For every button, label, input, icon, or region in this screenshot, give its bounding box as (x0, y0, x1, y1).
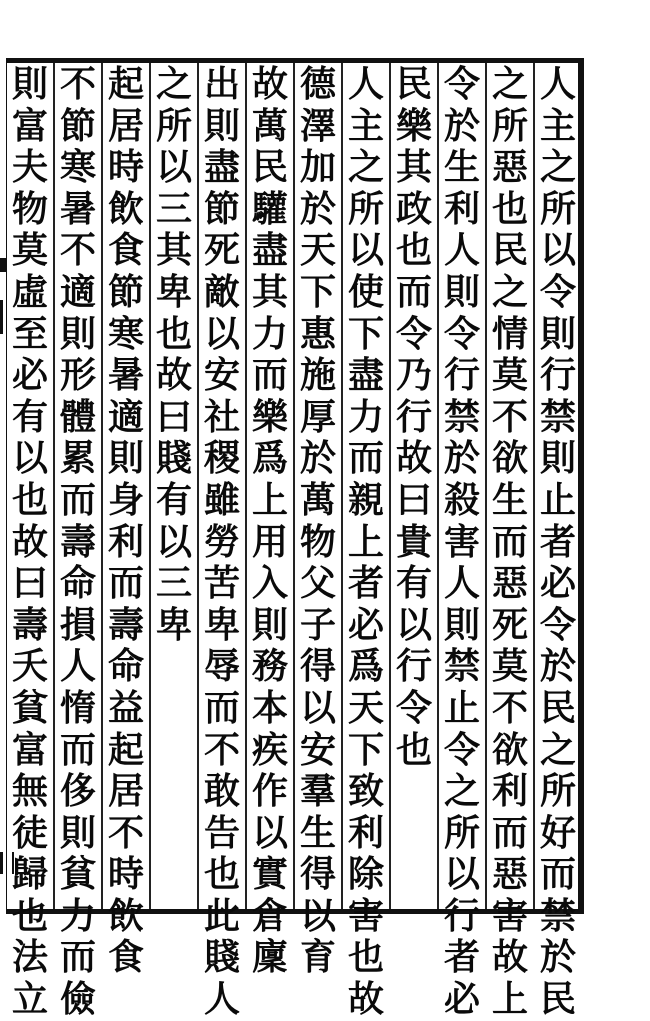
glyph: 廩 (251, 936, 288, 979)
glyph: 力 (251, 312, 288, 355)
glyph: 而 (539, 853, 576, 896)
glyph: 不 (491, 395, 528, 438)
glyph: 所 (155, 104, 192, 147)
text-column (294, 64, 342, 979)
glyph: 盡 (347, 354, 384, 397)
glyph: 死 (203, 229, 240, 272)
glyph: 曰 (11, 562, 48, 605)
glyph: 也 (347, 936, 384, 979)
glyph: 而 (59, 478, 96, 521)
glyph: 施 (299, 354, 336, 397)
glyph: 以 (203, 312, 240, 355)
glyph: 人 (347, 63, 384, 105)
glyph: 政 (395, 187, 432, 230)
glyph: 樂 (251, 395, 288, 438)
glyph: 三 (155, 562, 192, 605)
glyph: 物 (299, 520, 336, 563)
glyph: 有 (395, 562, 432, 605)
glyph: 立 (11, 978, 48, 1021)
glyph: 則 (203, 104, 240, 147)
glyph: 令 (443, 312, 480, 355)
glyph: 以 (155, 146, 192, 189)
glyph: 害 (491, 894, 528, 937)
glyph: 用 (251, 520, 288, 563)
glyph: 乃 (395, 354, 432, 397)
glyph: 寒 (59, 146, 96, 189)
glyph: 故 (395, 437, 432, 480)
glyph: 好 (539, 811, 576, 854)
glyph: 故 (11, 520, 48, 563)
text-column (534, 64, 582, 1021)
glyph: 富 (11, 728, 48, 771)
text-column (54, 64, 102, 1021)
glyph: 加 (299, 146, 336, 189)
glyph: 則 (251, 603, 288, 646)
glyph: 主 (347, 104, 384, 147)
glyph: 於 (539, 936, 576, 979)
glyph: 夭 (11, 645, 48, 688)
glyph: 者 (443, 936, 480, 979)
text-column (342, 64, 390, 1021)
glyph: 令 (443, 728, 480, 771)
glyph: 賤 (155, 437, 192, 480)
glyph: 則 (539, 437, 576, 480)
glyph: 盡 (251, 229, 288, 272)
glyph: 命 (59, 562, 96, 605)
glyph: 必 (443, 978, 480, 1021)
glyph: 苦 (203, 562, 240, 605)
glyph: 之 (491, 270, 528, 313)
glyph: 以 (251, 811, 288, 854)
glyph: 驩 (251, 187, 288, 230)
glyph: 者 (347, 562, 384, 605)
glyph: 節 (59, 104, 96, 147)
glyph: 澤 (299, 104, 336, 147)
glyph: 以 (299, 894, 336, 937)
glyph: 而 (395, 270, 432, 313)
glyph: 所 (443, 811, 480, 854)
glyph: 欲 (491, 728, 528, 771)
glyph: 虛 (11, 270, 48, 313)
glyph: 下 (299, 270, 336, 313)
glyph: 至 (11, 312, 48, 355)
glyph: 以 (11, 437, 48, 480)
glyph: 爲 (347, 645, 384, 688)
glyph: 壽 (107, 603, 144, 646)
glyph: 身 (107, 478, 144, 521)
glyph: 無 (11, 770, 48, 813)
glyph: 必 (539, 562, 576, 605)
glyph: 曰 (155, 395, 192, 438)
glyph: 出 (203, 63, 240, 105)
glyph: 致 (347, 770, 384, 813)
glyph: 必 (347, 603, 384, 646)
glyph: 也 (203, 853, 240, 896)
glyph: 之 (155, 63, 192, 105)
text-column (198, 64, 246, 1021)
glyph: 生 (299, 811, 336, 854)
glyph: 不 (491, 686, 528, 729)
glyph: 不 (203, 728, 240, 771)
glyph: 不 (59, 63, 96, 105)
glyph: 令 (395, 686, 432, 729)
glyph: 卑 (203, 603, 240, 646)
glyph: 人 (203, 978, 240, 1021)
glyph: 敢 (203, 770, 240, 813)
glyph: 貧 (59, 853, 96, 896)
glyph: 厚 (299, 395, 336, 438)
glyph: 食 (107, 936, 144, 979)
glyph: 上 (347, 520, 384, 563)
glyph: 則 (107, 437, 144, 480)
glyph: 卑 (155, 270, 192, 313)
glyph: 適 (107, 395, 144, 438)
glyph: 則 (59, 811, 96, 854)
glyph: 貧 (11, 686, 48, 729)
glyph: 子 (299, 603, 336, 646)
glyph: 也 (155, 312, 192, 355)
glyph: 曰 (395, 478, 432, 521)
glyph: 惰 (59, 686, 96, 729)
glyph: 夫 (11, 146, 48, 189)
glyph: 而 (59, 936, 96, 979)
glyph: 人 (539, 63, 576, 105)
glyph: 以 (395, 603, 432, 646)
glyph: 之 (539, 146, 576, 189)
glyph: 之 (347, 146, 384, 189)
glyph: 禁 (539, 894, 576, 937)
glyph: 爲 (251, 437, 288, 480)
glyph: 則 (443, 603, 480, 646)
text-column (102, 64, 150, 979)
glyph: 壽 (11, 603, 48, 646)
glyph: 疾 (251, 728, 288, 771)
glyph: 天 (347, 686, 384, 729)
glyph: 時 (107, 853, 144, 896)
glyph: 辱 (203, 645, 240, 688)
glyph: 則 (59, 312, 96, 355)
glyph: 所 (347, 187, 384, 230)
glyph: 節 (203, 187, 240, 230)
text-column (6, 64, 54, 1021)
glyph: 止 (443, 686, 480, 729)
glyph: 行 (443, 354, 480, 397)
glyph: 而 (203, 686, 240, 729)
glyph: 暑 (107, 354, 144, 397)
glyph: 以 (155, 520, 192, 563)
glyph: 力 (347, 395, 384, 438)
glyph: 所 (539, 770, 576, 813)
glyph: 行 (443, 894, 480, 937)
glyph: 實 (251, 853, 288, 896)
glyph: 行 (395, 395, 432, 438)
glyph: 莫 (11, 229, 48, 272)
glyph: 富 (11, 104, 48, 147)
glyph: 下 (347, 312, 384, 355)
glyph: 萬 (251, 104, 288, 147)
text-column (486, 64, 534, 1021)
glyph: 法 (11, 936, 48, 979)
glyph: 以 (539, 229, 576, 272)
glyph: 主 (539, 104, 576, 147)
glyph: 貴 (395, 520, 432, 563)
glyph: 也 (395, 229, 432, 272)
glyph: 人 (443, 229, 480, 272)
glyph: 害 (443, 520, 480, 563)
glyph: 莫 (491, 354, 528, 397)
glyph: 此 (203, 894, 240, 937)
glyph: 故 (155, 354, 192, 397)
glyph: 必 (11, 354, 48, 397)
glyph: 於 (443, 104, 480, 147)
glyph: 居 (107, 770, 144, 813)
glyph: 務 (251, 645, 288, 688)
text-column (390, 64, 438, 771)
glyph: 則 (443, 270, 480, 313)
glyph: 惠 (299, 312, 336, 355)
glyph: 安 (203, 354, 240, 397)
glyph: 累 (59, 437, 96, 480)
glyph: 令 (395, 312, 432, 355)
glyph: 生 (443, 146, 480, 189)
glyph: 起 (107, 63, 144, 105)
glyph: 稷 (203, 437, 240, 480)
glyph: 父 (299, 562, 336, 605)
glyph: 有 (155, 478, 192, 521)
glyph: 於 (299, 437, 336, 480)
glyph: 禁 (539, 395, 576, 438)
glyph: 令 (539, 270, 576, 313)
glyph: 其 (155, 229, 192, 272)
glyph: 情 (491, 312, 528, 355)
glyph: 利 (347, 811, 384, 854)
glyph: 樂 (395, 104, 432, 147)
text-column (150, 64, 198, 646)
glyph: 則 (539, 312, 576, 355)
glyph: 也 (11, 894, 48, 937)
glyph: 告 (203, 811, 240, 854)
glyph: 勞 (203, 520, 240, 563)
glyph: 安 (299, 728, 336, 771)
glyph: 惡 (491, 562, 528, 605)
glyph: 力 (59, 894, 96, 937)
glyph: 其 (395, 146, 432, 189)
glyph: 入 (251, 562, 288, 605)
glyph: 親 (347, 478, 384, 521)
glyph: 利 (443, 187, 480, 230)
glyph: 欲 (491, 437, 528, 480)
glyph: 敵 (203, 270, 240, 313)
glyph: 殺 (443, 478, 480, 521)
glyph: 則 (11, 63, 48, 105)
glyph: 生 (491, 478, 528, 521)
glyph: 民 (395, 63, 432, 105)
glyph: 惡 (491, 146, 528, 189)
glyph: 民 (251, 146, 288, 189)
glyph: 寒 (107, 312, 144, 355)
glyph: 社 (203, 395, 240, 438)
glyph: 民 (539, 686, 576, 729)
glyph: 益 (107, 686, 144, 729)
glyph: 下 (347, 728, 384, 771)
glyph: 令 (539, 603, 576, 646)
glyph: 禁 (443, 395, 480, 438)
glyph: 之 (443, 770, 480, 813)
glyph: 行 (539, 354, 576, 397)
glyph: 行 (395, 645, 432, 688)
glyph: 也 (491, 187, 528, 230)
glyph: 暑 (59, 187, 96, 230)
glyph: 時 (107, 146, 144, 189)
glyph: 壽 (59, 520, 96, 563)
glyph: 使 (347, 270, 384, 313)
glyph: 而 (347, 437, 384, 480)
glyph: 其 (251, 270, 288, 313)
glyph: 所 (491, 104, 528, 147)
glyph: 利 (491, 770, 528, 813)
glyph: 惡 (491, 853, 528, 896)
glyph: 育 (299, 936, 336, 979)
glyph: 於 (443, 437, 480, 480)
glyph: 居 (107, 104, 144, 147)
glyph: 而 (491, 811, 528, 854)
glyph: 倉 (251, 894, 288, 937)
glyph: 止 (539, 478, 576, 521)
glyph: 德 (299, 63, 336, 105)
glyph: 歸 (11, 853, 48, 896)
glyph: 人 (59, 645, 96, 688)
glyph: 命 (107, 645, 144, 688)
glyph: 者 (539, 520, 576, 563)
glyph: 得 (299, 853, 336, 896)
glyph: 得 (299, 645, 336, 688)
glyph: 三 (155, 187, 192, 230)
glyph: 物 (11, 187, 48, 230)
glyph: 故 (491, 936, 528, 979)
glyph: 也 (11, 478, 48, 521)
glyph: 以 (347, 229, 384, 272)
glyph: 而 (251, 354, 288, 397)
glyph: 令 (443, 63, 480, 105)
glyph: 作 (251, 770, 288, 813)
glyph: 以 (443, 853, 480, 896)
glyph: 節 (107, 270, 144, 313)
glyph: 而 (491, 520, 528, 563)
glyph: 死 (491, 603, 528, 646)
glyph: 利 (107, 520, 144, 563)
glyph: 之 (491, 63, 528, 105)
text-column (438, 64, 486, 1021)
glyph: 損 (59, 603, 96, 646)
glyph: 於 (299, 187, 336, 230)
glyph: 人 (443, 562, 480, 605)
glyph: 儉 (59, 978, 96, 1021)
glyph: 侈 (59, 770, 96, 813)
glyph: 起 (107, 728, 144, 771)
glyph: 徒 (11, 811, 48, 854)
glyph: 卑 (155, 603, 192, 646)
glyph: 盡 (203, 146, 240, 189)
glyph: 禁 (443, 645, 480, 688)
glyph: 害 (347, 894, 384, 937)
glyph: 而 (59, 728, 96, 771)
glyph: 不 (59, 229, 96, 272)
text-column (246, 64, 294, 979)
glyph: 形 (59, 354, 96, 397)
glyph: 故 (251, 63, 288, 105)
glyph: 雖 (203, 478, 240, 521)
glyph: 不 (107, 811, 144, 854)
glyph: 也 (395, 728, 432, 771)
glyph: 以 (299, 686, 336, 729)
glyph: 上 (491, 978, 528, 1021)
glyph: 天 (299, 229, 336, 272)
glyph: 本 (251, 686, 288, 729)
glyph: 飲 (107, 894, 144, 937)
glyph: 所 (539, 187, 576, 230)
glyph: 故 (347, 978, 384, 1021)
glyph: 於 (539, 645, 576, 688)
glyph: 莫 (491, 645, 528, 688)
glyph: 食 (107, 229, 144, 272)
glyph: 體 (59, 395, 96, 438)
glyph: 飲 (107, 187, 144, 230)
glyph: 適 (59, 270, 96, 313)
glyph: 上 (251, 478, 288, 521)
glyph: 之 (539, 728, 576, 771)
glyph: 民 (539, 978, 576, 1021)
glyph: 而 (107, 562, 144, 605)
glyph: 萬 (299, 478, 336, 521)
glyph: 有 (11, 395, 48, 438)
glyph: 除 (347, 853, 384, 896)
glyph: 民 (491, 229, 528, 272)
glyph: 賤 (203, 936, 240, 979)
binding-mark (0, 300, 3, 334)
glyph: 羣 (299, 770, 336, 813)
